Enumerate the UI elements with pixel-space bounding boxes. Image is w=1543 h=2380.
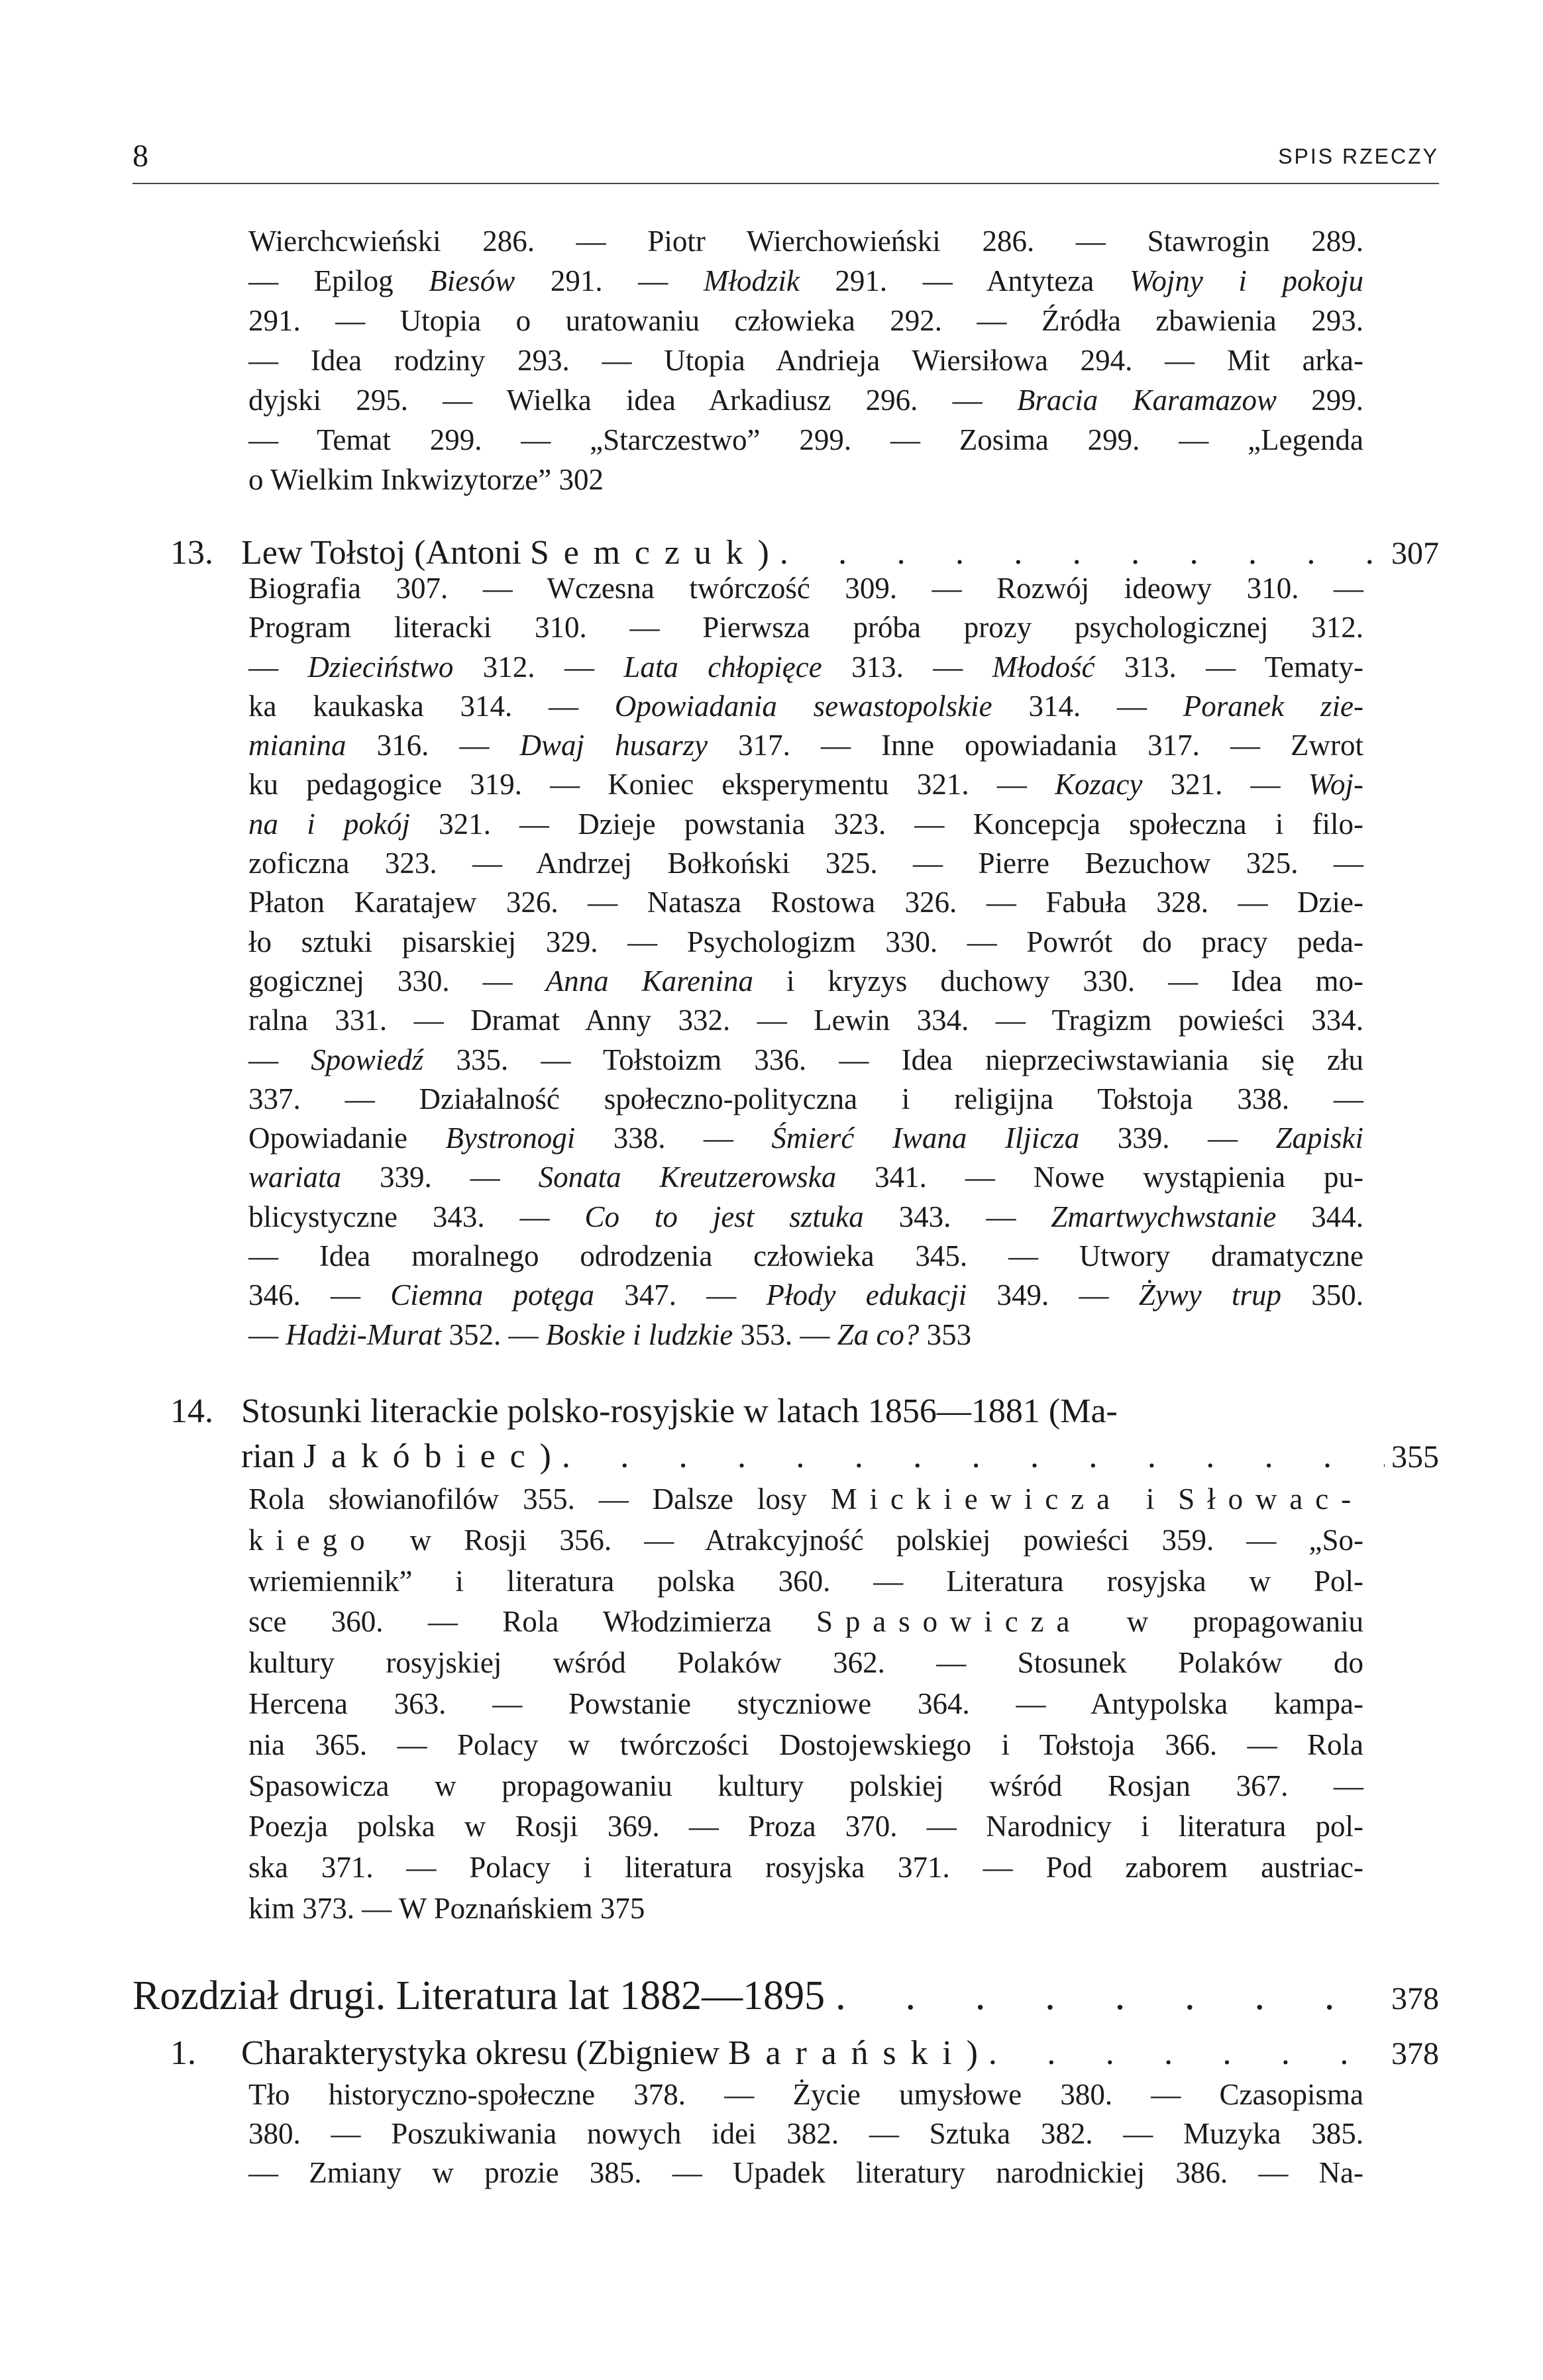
italic-title: Boskie i ludzkie <box>545 1318 733 1351</box>
dot-leader <box>978 2034 1385 2073</box>
entry-14-heading <box>170 1389 1439 1480</box>
text-run: ) <box>539 1437 551 1475</box>
text-run: ło sztuki pisarskiej 329. — Psychologizm 330. — Powrót do pracy peda- <box>248 925 1363 958</box>
italic-title: Poranek zie- <box>1183 689 1363 723</box>
entry-13-contents <box>248 569 1363 1355</box>
text-line <box>248 962 1363 1001</box>
italic-title: Kozacy <box>1054 768 1143 802</box>
text-run: 341. — Nowe wystąpienia pu- <box>836 1161 1364 1194</box>
text-run: w propagowaniu <box>1082 1605 1363 1639</box>
text-run: 352. — <box>441 1318 546 1351</box>
text-run: Opowiadanie <box>248 1121 446 1155</box>
text-run: — Epilog <box>248 264 429 297</box>
text-line <box>248 1602 1363 1643</box>
text-line <box>248 608 1363 647</box>
text-run: o Wielkim Inkwizytorze” 302 <box>248 463 604 496</box>
text-line <box>248 1725 1363 1766</box>
entry-page: 355 <box>1391 1439 1439 1475</box>
italic-title: Co to jest sztuka <box>584 1200 864 1233</box>
author-name: Mickiewicza <box>830 1482 1123 1516</box>
heading-line <box>170 2034 1439 2074</box>
text-line <box>248 923 1363 962</box>
text-line <box>248 301 1363 340</box>
entry-title <box>241 1389 1118 1434</box>
text-line <box>248 1080 1363 1119</box>
italic-title: Wojny i pokoju <box>1129 264 1364 297</box>
entry-1-contents <box>248 2075 1363 2193</box>
text-line <box>248 1158 1363 1197</box>
italic-title: Spowiedź <box>311 1043 424 1076</box>
text-run: rian <box>241 1437 303 1475</box>
text-line <box>248 1847 1363 1888</box>
text-run: dyjski 295. — Wielka idea Arkadiusz 296. — <box>248 384 1017 417</box>
italic-title: wariata <box>248 1161 342 1194</box>
entry-number: 13. <box>170 534 213 572</box>
text-run: ka kaukaska 314. — <box>248 689 615 723</box>
text-line <box>248 1119 1363 1158</box>
text-run: 317. — Inne opowiadania 317. — Zwrot <box>708 729 1363 762</box>
text-run: sce 360. — Rola Włodzimierza <box>248 1605 816 1639</box>
text-line <box>248 261 1363 301</box>
text-line <box>248 844 1363 883</box>
text-line <box>248 1237 1363 1276</box>
text-run: Hercena 363. — Powstanie styczniowe 364. — Antypolska kampa- <box>248 1686 1363 1720</box>
chapter-heading <box>133 1973 1439 2022</box>
text-run: 313. — <box>822 650 992 684</box>
text-line <box>248 1766 1363 1807</box>
text-run: zoficzna 323. — Andrzej Bołkoński 325. — Pierre Bezuchow 325. — <box>248 847 1363 880</box>
author-name: Spasowicza <box>816 1605 1083 1639</box>
text-run: 291. — Utopia o uratowaniu człowieka 292. — Źródła zbawienia 293. <box>248 304 1363 337</box>
chapter-title: Rozdział drugi. Literatura lat 1882—1895 <box>133 1973 825 2018</box>
text-line <box>248 2114 1363 2153</box>
text-run: 349. — <box>967 1278 1139 1312</box>
italic-title: Woj- <box>1308 768 1363 802</box>
text-run: Charakterystyka okresu (Zbigniew <box>241 2034 729 2072</box>
entry-1-heading <box>170 2034 1439 2074</box>
text-run: — Temat 299. — „Starczestwo” 299. — Zosima 299. — „Legenda <box>248 423 1363 456</box>
text-run: 350. <box>1281 1278 1364 1312</box>
italic-title: Sonata Kreutzerowska <box>538 1161 837 1194</box>
text-run: kultury rosyjskiej wśród Polaków 362. — Stosunek Polaków do <box>248 1646 1363 1680</box>
text-run: 339. — <box>341 1161 539 1194</box>
italic-title: Młodzik <box>703 264 800 297</box>
text-line <box>248 1198 1363 1237</box>
text-run: i kryzys duchowy 330. — Idea mo- <box>753 964 1363 998</box>
italic-title: Biesów <box>429 264 515 297</box>
text-run: 291. — <box>515 264 704 297</box>
text-line <box>248 1041 1363 1080</box>
text-line <box>248 420 1363 460</box>
text-run: — Idea rodziny 293. — Utopia Andrieja Wiersiłowa 294. — Mit arka- <box>248 344 1363 377</box>
italic-title: Bracia Karamazow <box>1016 384 1277 417</box>
text-run: Spasowicza w propagowaniu kultury polskiej wśród Rosjan 367. — <box>248 1769 1363 1802</box>
italic-title: Młodość <box>992 650 1095 684</box>
text-line <box>248 1561 1363 1602</box>
text-run: 339. — <box>1079 1121 1276 1155</box>
text-line <box>248 1276 1363 1315</box>
chapter-page: 378 <box>1391 1981 1439 2016</box>
text-run: 353. — <box>733 1318 837 1351</box>
text-run: ralna 331. — Dramat Anny 332. — Lewin 334. — Tragizm powieści 334. <box>248 1004 1363 1037</box>
dot-leader <box>551 1434 1385 1479</box>
text-line <box>248 805 1363 844</box>
author-name: Semczuk <box>529 534 758 572</box>
italic-title: mianina <box>248 729 346 762</box>
entry-title <box>241 533 769 573</box>
text-line <box>248 1479 1363 1520</box>
heading-line <box>170 1389 1439 1434</box>
text-run: 291. — Antyteza <box>799 264 1130 297</box>
text-line <box>248 1806 1363 1847</box>
entry-title <box>241 1434 551 1479</box>
text-run: i <box>1122 1482 1179 1516</box>
text-run: Płaton Karatajew 326. — Natasza Rostowa 326. — Fabuła 328. — Dzie- <box>248 886 1363 919</box>
text-run: 314. — <box>992 689 1183 723</box>
text-line <box>248 687 1363 726</box>
entry-number: 14. <box>170 1392 213 1430</box>
italic-title: Hadżi-Murat <box>286 1318 442 1351</box>
text-line <box>248 2153 1363 2193</box>
text-line <box>248 726 1363 765</box>
text-line <box>248 569 1363 608</box>
text-line <box>248 648 1363 687</box>
text-run: 313. — Tematy- <box>1094 650 1363 684</box>
text-run: gogicznej 330. — <box>248 964 546 998</box>
author-name: Słowac- <box>1178 1482 1363 1516</box>
entry-12-continuation <box>248 221 1363 499</box>
entry-14-contents <box>248 1479 1363 1930</box>
italic-title: Śmierć Iwana Iljicza <box>771 1121 1080 1155</box>
text-line <box>248 2075 1363 2114</box>
text-run: — <box>248 1043 311 1076</box>
text-run: 299. <box>1277 384 1363 417</box>
text-run: — Zmiany w prozie 385. — Upadek literatury narodnickiej 386. — Na- <box>248 2156 1363 2189</box>
text-run: Poezja polska w Rosji 369. — Proza 370. — Narodnicy i literatura pol- <box>248 1810 1363 1843</box>
entry-title <box>241 2034 978 2073</box>
text-run: blicystyczne 343. — <box>248 1200 585 1233</box>
entry-13-heading <box>170 533 1439 574</box>
text-run: 353 <box>919 1318 972 1351</box>
text-line <box>248 1643 1363 1684</box>
header-rule <box>133 183 1439 184</box>
text-run: ku pedagogice 319. — Koniec eksperymentu 321. — <box>248 768 1055 802</box>
text-run: 343. — <box>863 1200 1051 1233</box>
italic-title: Zmartwychwstanie <box>1051 1200 1277 1233</box>
italic-title: Bystronogi <box>445 1121 576 1155</box>
text-line <box>248 460 1363 499</box>
text-run: Biografia 307. — Wczesna twórczość 309. — Rozwój ideowy 310. — <box>248 572 1363 605</box>
italic-title: na i pokój <box>248 807 410 841</box>
italic-title: Anna Karenina <box>545 964 753 998</box>
heading-line <box>170 533 1439 574</box>
text-run: nia 365. — Polacy w twórczości Dostojewskiego i Tołstoja 366. — Rola <box>248 1728 1363 1761</box>
text-run: 380. — Poszukiwania nowych idei 382. — Sztuka 382. — Muzyka 385. <box>248 2117 1363 2150</box>
text-run: 346. — <box>248 1278 391 1312</box>
text-run: 321. — <box>1142 768 1308 802</box>
text-line <box>248 883 1363 922</box>
text-run: Program literacki 310. — Pierwsza próba prozy psychologicznej 312. <box>248 611 1363 645</box>
italic-title: Dwaj husarzy <box>519 729 708 762</box>
text-line <box>248 1520 1363 1561</box>
text-run: wriemiennik” i literatura polska 360. — Literatura rosyjska w Pol- <box>248 1564 1363 1598</box>
text-run: 335. — Tołstoizm 336. — Idea nieprzeciwstawiania się złu <box>423 1043 1364 1076</box>
entry-number: 1. <box>170 2034 196 2072</box>
text-line <box>248 380 1363 420</box>
text-run: 337. — Działalność społeczno-polityczna i religijna Tołstoja 338. — <box>248 1082 1363 1115</box>
text-line <box>248 1888 1363 1930</box>
text-line <box>248 765 1363 804</box>
text-run: — <box>248 650 308 684</box>
italic-title: Zapiski <box>1275 1121 1364 1155</box>
text-run: 338. — <box>575 1121 772 1155</box>
running-head: SPIS RZECZY <box>1278 144 1439 168</box>
text-run: ) <box>757 534 769 572</box>
text-line <box>248 1316 1363 1355</box>
page-number: 8 <box>133 138 148 174</box>
text-line <box>248 221 1363 261</box>
text-line <box>248 1001 1363 1040</box>
italic-title: Lata chłopięce <box>623 650 822 684</box>
text-run: 347. — <box>594 1278 767 1312</box>
text-line <box>248 340 1363 380</box>
text-run: w Rosji 356. — Atrakcyjność polskiej powieści 359. — „So- <box>377 1523 1363 1557</box>
text-run: ) <box>966 2034 978 2072</box>
italic-title: Ciemna potęga <box>390 1278 595 1312</box>
italic-title: Płody edukacji <box>766 1278 967 1312</box>
author-name: kiego <box>248 1523 378 1557</box>
text-run: 312. — <box>453 650 624 684</box>
text-line <box>248 1684 1363 1725</box>
italic-title: Za co? <box>837 1318 920 1351</box>
entry-page: 307 <box>1391 536 1439 571</box>
heading-line <box>170 1434 1439 1480</box>
italic-title: Żywy trup <box>1138 1278 1281 1312</box>
text-run: Wierchcwieński 286. — Piotr Wierchowieński 286. — Stawrogin 289. <box>248 225 1363 258</box>
dot-leader <box>769 533 1385 573</box>
author-name: Jakóbiec <box>303 1437 540 1475</box>
text-run: Rola słowianofilów 355. — Dalsze losy <box>248 1482 831 1516</box>
text-run: 344. <box>1276 1200 1363 1233</box>
text-run: — <box>248 1318 286 1351</box>
text-run: Stosunki literackie polsko-rosyjskie w latach 1856—1881 (Ma- <box>241 1392 1118 1430</box>
italic-title: Opowiadania sewastopolskie <box>614 689 992 723</box>
text-run: 321. — Dzieje powstania 323. — Koncepcja społeczna i filo- <box>409 807 1363 841</box>
author-name: Barański <box>728 2034 967 2072</box>
text-run: Tło historyczno-społeczne 378. — Życie umysłowe 380. — Czasopisma <box>248 2078 1363 2111</box>
text-run: ska 371. — Polacy i literatura rosyjska 371. — Pod zaborem austriac- <box>248 1851 1363 1885</box>
text-run: kim 373. — W Poznańskiem 375 <box>248 1891 645 1925</box>
text-run: 316. — <box>346 729 520 762</box>
italic-title: Dzieciństwo <box>307 650 454 684</box>
entry-page: 378 <box>1391 2036 1439 2071</box>
text-run: — Idea moralnego odrodzenia człowieka 345. — Utwory dramatyczne <box>248 1239 1363 1273</box>
dot-leader <box>825 1973 1385 2019</box>
text-run: Lew Tołstoj (Antoni <box>241 534 530 572</box>
